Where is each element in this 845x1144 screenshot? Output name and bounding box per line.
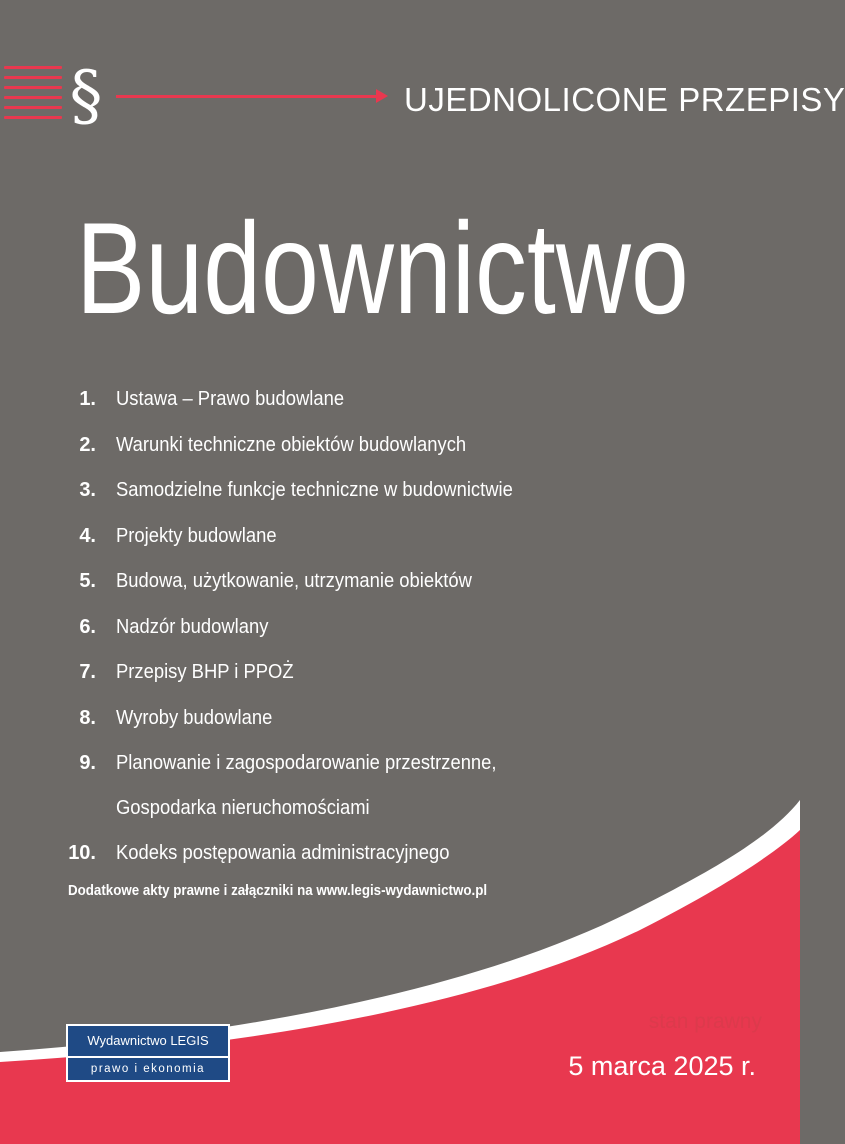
publisher-tagline: prawo i ekonomia	[68, 1058, 228, 1080]
toc-label-continued: Gospodarka nieruchomościami	[116, 797, 370, 819]
toc-label: Projekty budowlane	[116, 524, 277, 547]
additional-info-note: Dodatkowe akty prawne i załączniki na www.legis-wydawnictwo.pl	[68, 883, 488, 899]
toc-number: 5.	[79, 570, 96, 592]
toc-label: Planowanie i zagospodarowanie przestrzenne,	[116, 752, 497, 774]
toc-label: Przepisy BHP i PPOŻ	[116, 661, 294, 683]
toc-number: 8.	[79, 706, 96, 729]
toc-label: Samodzielne funkcje techniczne w budownictwie	[116, 479, 513, 501]
toc-number: 4.	[79, 524, 96, 547]
toc-label: Warunki techniczne obiektów budowlanych	[116, 433, 467, 456]
toc-number: 7.	[79, 661, 96, 683]
toc-number: 1.	[79, 388, 96, 410]
toc-number: 3.	[79, 479, 96, 501]
toc-number: 6.	[79, 615, 96, 638]
toc-number: 2.	[79, 433, 96, 456]
publisher-name: Wydawnictwo LEGIS	[68, 1026, 228, 1056]
legal-state-label: stan prawny	[648, 1010, 762, 1033]
section-sign-icon: §	[69, 57, 103, 134]
publisher-logo	[66, 1024, 230, 1082]
book-title: Budownictwo	[76, 195, 689, 341]
legal-state-date: 5 marca 2025 r.	[568, 1051, 756, 1081]
toc-label: Nadzór budowlany	[116, 615, 269, 638]
toc-label: Budowa, użytkowanie, utrzymanie obiektów	[116, 570, 472, 592]
toc-label: Kodeks postępowania administracyjnego	[116, 842, 450, 864]
red-wave-area	[0, 830, 800, 1144]
toc-number: 9.	[79, 752, 96, 774]
series-title: UJEDNOLICONE PRZEPISY	[404, 81, 845, 118]
toc-number: 10.	[68, 842, 96, 864]
toc-label: Wyroby budowlane	[116, 706, 273, 729]
toc-label: Ustawa – Prawo budowlane	[116, 388, 345, 410]
